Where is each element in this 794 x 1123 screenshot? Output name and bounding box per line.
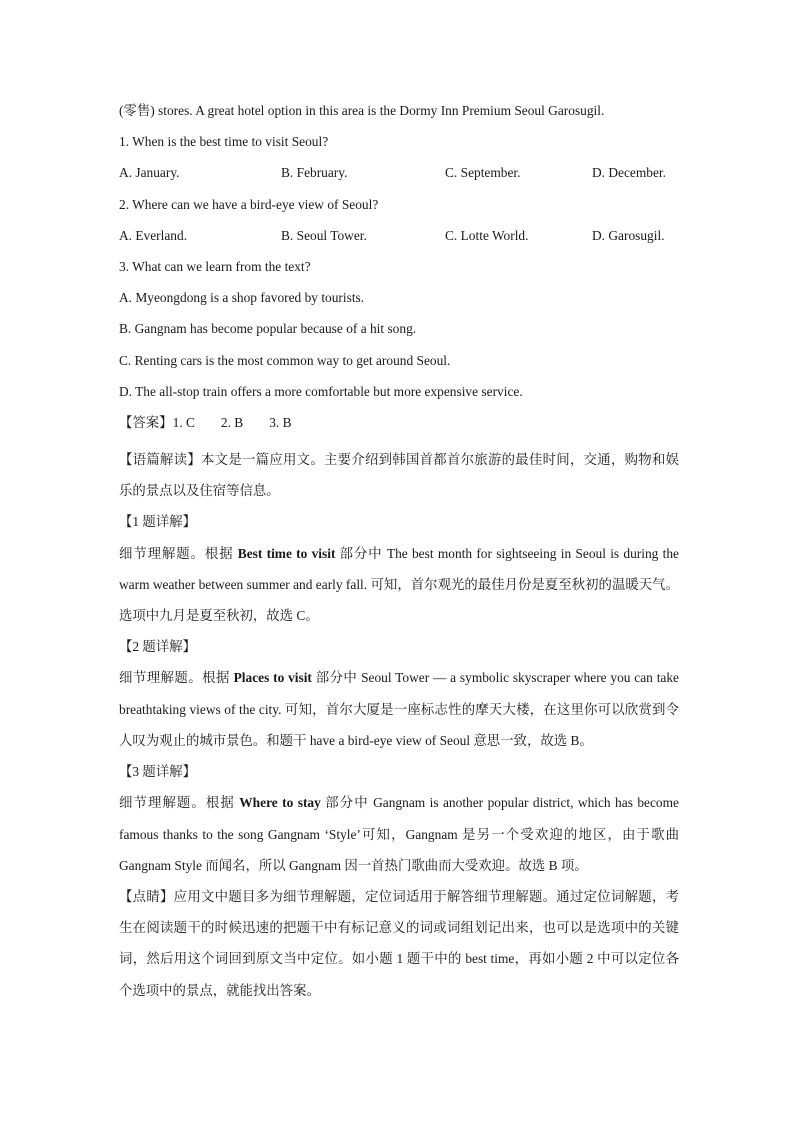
explanation-3-text: 部分中 Gangnam is another popular district, which has become famous thanks to the song Gangnam ‘Style’可知，Gangnam 是另一个受欢迎的地区，由于歌曲 Gangnam Style 而闻名，所以 Gangnam 因一首热门歌曲而大受欢迎。故选 B 项。 <box>119 795 679 873</box>
answer-3: 3. B <box>269 414 292 430</box>
question-1-options <box>119 163 679 183</box>
question-3-stem: 3. What can we learn from the text? <box>119 258 311 274</box>
answer-label: 【答案】 <box>119 414 173 430</box>
document-page <box>119 101 679 1006</box>
explanation-1-keyword: Best time to visit <box>237 545 336 561</box>
analysis-paragraph <box>119 444 679 506</box>
q3-option-d: D. The all-stop train offers a more comfortable but more expensive service. <box>119 383 523 399</box>
explanation-3-heading: 【3 题详解】 <box>119 764 196 780</box>
intro-line: (零售) stores. A great hotel option in this area is the Dormy Inn Premium Seoul Garosugil. <box>119 103 605 118</box>
answer-line <box>119 413 679 433</box>
q3-option-b: B. Gangnam has become popular because of a hit song. <box>119 321 417 337</box>
question-2-stem: 2. Where can we have a bird-eye view of Seoul? <box>119 196 379 212</box>
q2-option-d: D. Garosugil. <box>592 227 665 243</box>
explanation-2-body <box>119 662 679 756</box>
q3-option-c: C. Renting cars is the most common way to get around Seoul. <box>119 352 451 368</box>
q1-option-a: A. January. <box>119 165 180 181</box>
tip-text: 应用文中题目多为细节理解题，定位词适用于解答细节理解题。通过定位词解题，考生在阅读题干的时候迅速的把题干中有标记意义的词或词组划记出来，也可以是选项中的关键词，然后用这个词回到原文当中定位。如小题 1 题干中的 best time，再如小题 2 中可以定位各个选项中的景点，就能找出答案。 <box>119 888 680 998</box>
explanation-3-body <box>119 787 679 881</box>
explanation-2-prefix: 细节理解题。根据 <box>119 670 234 686</box>
explanation-1-body <box>119 538 679 632</box>
q1-option-b: B. February. <box>281 165 348 181</box>
analysis-label: 【语篇解读】 <box>119 452 201 468</box>
question-2-options <box>119 226 679 246</box>
answer-1: 1. C <box>172 414 195 430</box>
question-1-stem: 1. When is the best time to visit Seoul? <box>119 134 329 150</box>
q2-option-b: B. Seoul Tower. <box>281 227 367 243</box>
q3-option-a: A. Myeongdong is a shop favored by tourists. <box>119 290 365 306</box>
explanation-2-keyword: Places to visit <box>233 670 312 686</box>
explanation-3-keyword: Where to stay <box>239 795 321 811</box>
explanation-1-prefix: 细节理解题。根据 <box>119 545 238 561</box>
tip-label: 【点睛】 <box>119 888 174 904</box>
q1-option-c: C. September. <box>445 165 521 181</box>
answer-2: 2. B <box>220 414 244 430</box>
explanation-3-prefix: 细节理解题。根据 <box>119 795 240 811</box>
explanation-2-text: 部分中 Seoul Tower — a symbolic skyscraper where you can take breathtaking views of the city. 可知，首尔大厦是一座标志性的摩天大楼，在这里你可以欣赏到令人叹为观止的城市景色。和题干 have a bird-eye view of Seoul 意思一致，故选 B。 <box>119 670 679 748</box>
explanation-1-text: 部分中 The best month for sightseeing in Seoul is during the warm weather between summer and early fall. 可知，首尔观光的最佳月份是夏至秋初的温暖天气。选项中九月是夏至秋初，故选 C。 <box>119 545 679 624</box>
q1-option-d: D. December. <box>592 165 666 181</box>
explanation-1-heading: 【1 题详解】 <box>119 514 196 530</box>
tip-paragraph <box>119 881 679 1006</box>
analysis-text: 本文是一篇应用文。主要介绍到韩国首都首尔旅游的最佳时间，交通，购物和娱乐的景点以及住宿等信息。 <box>119 452 680 499</box>
q2-option-c: C. Lotte World. <box>445 227 529 243</box>
q2-option-a: A. Everland. <box>119 227 188 243</box>
explanation-2-heading: 【2 题详解】 <box>119 639 196 655</box>
